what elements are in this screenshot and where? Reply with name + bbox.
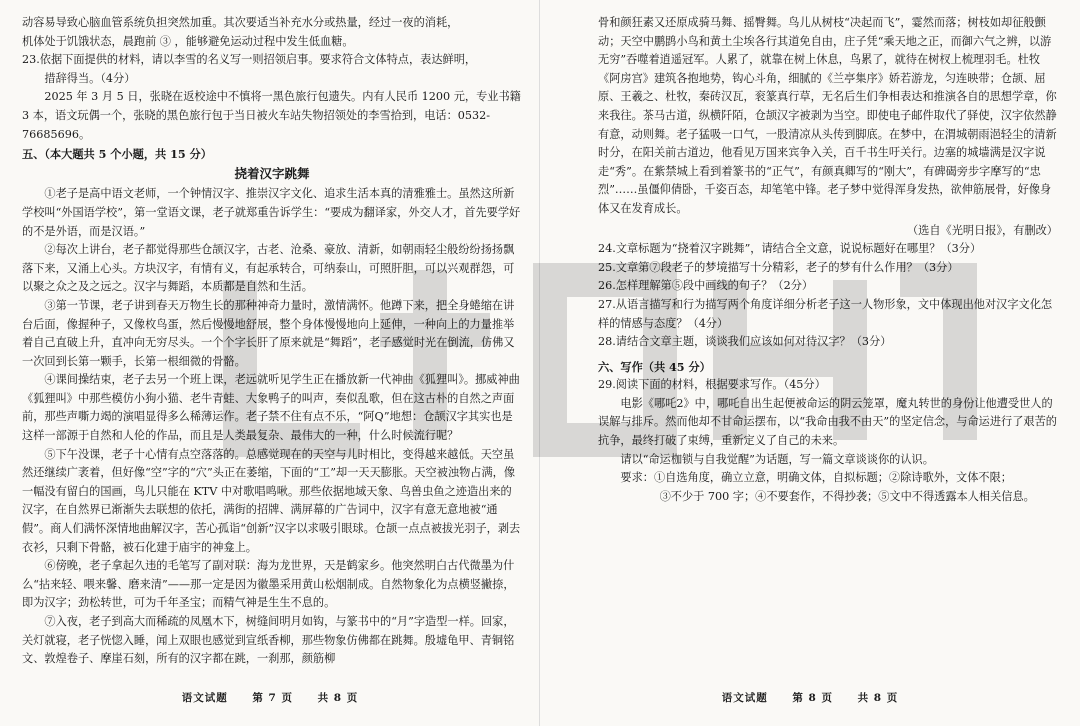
question-26: 26.怎样理解第⑤段中画线的句子？（2分）: [598, 279, 814, 293]
question-23-material: 2025 年 3 月 5 日，张晓在返校途中不慎将一黑色旅行包遗失。内有人民币 1200 元，专业书籍 3 本，语文玩偶一个，张晓的黑色旅行包于当日被火车站失物招领处的李雪拾到，电话：0532-76685696。: [22, 90, 521, 141]
text-line: 机体处于饥饿状态，晨跑前 ③ ，能够避免运动过程中发生低血糖。: [22, 34, 354, 48]
footer-subject: 语文试题: [721, 692, 768, 705]
essay-paragraph: ④课间操结束，老子去另一个班上课，老远就听见学生正在播放新一代神曲《狐狸叫》。挪威神曲《狐狸叫》中那些模仿小狗小猫、老牛青蛙、大象鸭子的叫声，奏似乱歌，但在这古朴的自然之声面前，那些声嘶力竭的演唱显得多么稀薄运作。老子禁不住有点不乐，“阿Q”地想：仓颉汉字其实也是这样一部源于自然和人伦的作品，而且是人类最复杂、最伟大的一种，什么时候流行呢？: [22, 373, 520, 443]
writing-requirements: 要求：①自选角度，确立立意，明确文体，自拟标题；②除诗歌外，文体不限；: [620, 471, 1012, 485]
section-6-heading: 六、写作（共 45 分）: [598, 359, 711, 374]
footer-total: 共 8 页: [857, 692, 899, 705]
essay-paragraph: ③第一节课，老子讲到春天万物生长的那种神奇力量时，激情满怀。他蹲下来，把全身蜷缩在讲台后面，像握种子，又像枚鸟蛋，然后慢慢地舒展，整个身体慢慢地向上延伸，一种向上的力量推举着自己直破上升，直冲向无穷尽头。一个个字长肝了原来就是“舞蹈”，老子感觉时光在倒流，仿佛又一次回到长第一颗手，长第一根细微的骨骼。: [22, 298, 515, 368]
question-24: 24.文章标题为“挠着汉字跳舞”，请结合全文意，说说标题好在哪里？（3分）: [598, 242, 982, 256]
question-29: 29.阅读下面的材料，根据要求写作。（45分）: [598, 378, 826, 392]
question-23: 23.依据下面提供的材料，请以李雪的名义写一则招领启事。要求符合文体特点，表达鲜明，: [22, 53, 477, 67]
section-5-heading: 五、（本大题共 5 个小题，共 15 分）: [22, 147, 212, 162]
essay-paragraph: ②每次上讲台，老子都觉得那些仓颉汉字，古老、沧桑、豪放、清新，如朝雨轻尘般纷纷扬扬飘落下来，又涌上心头。方块汉字，有情有义，有起承转合，可纳泰山，可照肝胆，可以兴观群怨，可以聚之众之及之远之。汉字与舞蹈，本质都是自然和生活。: [22, 243, 515, 294]
question-27: 27.从语言描写和行为描写两个角度详细分析老子这一人物形象，文中体现出他对汉字文化怎样的情感与态度？（4分）: [598, 297, 1053, 330]
essay-paragraph-continued: 骨和颜狂素又还原成骑马舞、摇臀舞。鸟儿从树枝“决起而飞”，霎然而落；树枝如却征般颤动；天空中鹏鹍小鸟和黄土尘埃各行其道免自由，庄子凭“乘天地之正，而御六气之辨，以游无穷”吞噬着逍遥冠军。人累了，就靠在树上休息，鸟累了，就待在树杈上梳理羽毛。杜牧《阿房宫》建筑各抱地势，钩心斗角，细腻的《兰亭集序》娇若游龙，匀连映带；仓颉、屈原、王羲之、杜牧，秦砖汉瓦，衮篆真行草，无名后生们争相表达和推演各自的思想学章，你来我往。茶马古道，纵横阡陌，仓颉汉字被剥为当空。即使电子邮件取代了驿使，汉字依然静有意，动则舞。老子猛吸一口气，一股清凉从头传到脚底。在梦中，在渭城朝雨浥轻尘的清新时分，在阳关前古道边，他看见万国来宾争入关，百千书生吁关行。边塞的城墙满是汉字说走“秀”。在紫禁城上看到着篆书的“正气”，有颜真卿写的“刚大”，有碑碣旁步字摩写的“忠烈”……虽僵仰倩卧，千姿百态，却笔笔中锋。老子梦中觉得浑身发热，欲伸筋展骨，好像身体又在发育成长。: [598, 16, 1057, 215]
footer-subject: 语文试题: [181, 692, 228, 705]
essay-paragraph: ⑤下午没课，老子十心情有点空落落的。总感觉现在的天空与儿时相比，变得越来越低。天空虽然还继续广袤着，但好像“空”字的“穴”头正在萎缩，下面的“工”却一天天膨胀。天空被浊物占满，像一幅没有留白的国画，鸟儿只能在 KTV 中对歌唱鸣啾。那些依据地域天象、鸟兽虫鱼之迹造出来的汉字，在自然界已渐渐失去联想的依托，满街的招牌、满屏幕的广告词中，汉字有意无意地被“通假”。商人们满怀深情地曲解汉字，苦心孤诣“创新”汉字以求吸引眼球。仓颉一点点被拔光羽子，剥去衣衫，只剩下骨骼，被石化建于庙宇的神龛上。: [22, 447, 521, 554]
footer-page: 第 8 页: [792, 692, 833, 705]
question-25: 25.文章第⑦段老子的梦境描写十分精彩，老子的梦有什么作用？（3分）: [598, 260, 959, 274]
essay-source: （选自《光明日报》，有删改）: [906, 223, 1058, 237]
question-29-material: 电影《哪吒2》中，哪吒自出生起便被命运的阴云笼罩，魔丸转世的身份让他遭受世人的误解与排斥。然而他却不甘命运摆布，以“我命由我不由天”的坚定信念，与命运进行了艰苦的抗争，最终打破了束缚，重新定义了自己的未来。: [598, 396, 1057, 448]
page-footer: [540, 689, 1080, 708]
essay-title: 挠着汉字跳舞: [234, 165, 310, 181]
essay-paragraph: ①老子是高中语文老师，一个钟情汉字、推崇汉字文化、追求生活本真的清雅雅士。虽然这所新学校叫“外国语学校”，第一堂语文课，老子就郑重告诉学生：“要成为翻译家，外交人才，首先要学好的不是外语，而是汉语。”: [22, 187, 521, 238]
essay-paragraph: ⑥傍晚，老子拿起久违的毛笔写了副对联：海为龙世界，天是鹤家乡。他突然明白古代微墨为什么“拈来轻、喂来馨、磨来清”——那一定是因为徽墨采用黄山松烟制成。自然物象化为点横竖撇捺，即为汉字；劲松转世，可为千年圣宝；而精气神是生生不息的。: [22, 559, 515, 610]
page-footer: [0, 689, 540, 708]
question-29-task: 请以“命运枷锁与自我觉醒”为话题，写一篇文章谈谈你的认识。: [620, 452, 934, 466]
text-line: 动容易导致心脑血管系统负担突然加重。其次要适当补充水分或热量，经过一夜的消耗，: [22, 16, 459, 29]
exam-page-8: [540, 0, 1080, 726]
footer-total: 共 8 页: [317, 692, 359, 705]
writing-requirements-cont: ③不少于 700 字；④不要套作，不得抄袭；⑤文中不得透露本人相关信息。: [659, 489, 1035, 503]
question-28: 28.请结合文章主题，谈谈我们应该如何对待汉字？（3分）: [598, 335, 892, 349]
essay-paragraph: ⑦入夜，老子到高大而稀疏的凤凰木下，树缝间明月如钩，与篆书中的“月”字造型一样。回家，关灯就寝，老子恍惚入睡，闻上双眼也感觉到宣纸香柳，那些物象仿佛都在跳舞。殷墟龟甲、青铜铭文、敦煌卷子、摩崖石刻，所有的汉字都在跳，一刹那，颜筋柳: [22, 615, 515, 666]
question-23-score: 措辞得当。（4分）: [44, 71, 136, 85]
footer-page: 第 7 页: [252, 692, 293, 705]
